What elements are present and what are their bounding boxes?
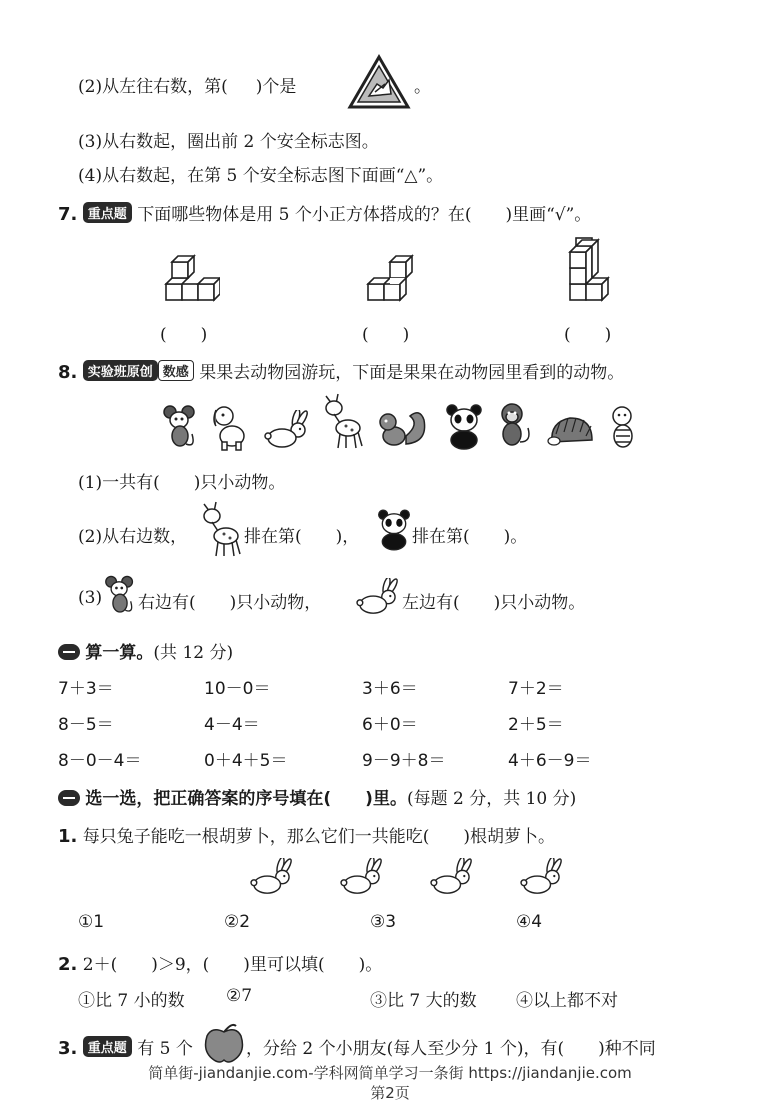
q8-sense-tag: 数感: [158, 360, 194, 381]
q6-line3: (3)从右数起，圈出前 2 个安全标志图。: [78, 132, 379, 152]
mouse-small-icon: [104, 574, 136, 618]
sec2-r3-c1: 8－0－4＝: [58, 751, 142, 771]
sec3-q1: [58, 822, 555, 847]
sec2-r3-c2: 0＋4＋5＝: [204, 751, 288, 771]
q6-line2-text-a: (2)从左往右数，第(: [78, 77, 228, 97]
sec3-q2-option-4[interactable]: ④以上都不对: [516, 991, 618, 1011]
sec3-q1-text: 每只兔子能吃一根胡萝卜，那么它们一共能吃( )根胡萝卜。: [82, 827, 556, 847]
dog-icon: [210, 404, 250, 452]
q8-sub3-c: 左边有( )只小动物。: [402, 593, 586, 613]
sec3-q3-text-b: ，分给 2 个小朋友(每人至少分 1 个)，有( )种不同: [246, 1039, 656, 1059]
rabbit-option-icon-3: [428, 858, 474, 896]
q6-line4: (4)从右数起，在第 5 个安全标志图下面画“△”。: [78, 166, 444, 186]
sec3-q2: [58, 950, 382, 975]
sec2-score: (共 12 分): [153, 643, 234, 663]
apple-icon: [202, 1020, 246, 1064]
rabbit-icon: [262, 410, 310, 450]
mouse-icon: [162, 404, 198, 452]
tiger-icon: [606, 404, 640, 450]
q7-number: 7.: [58, 204, 78, 225]
sec3-q1-option-2[interactable]: ②2: [224, 912, 251, 932]
sec2-r2-c2: 4－4＝: [204, 715, 260, 735]
rabbit-option-icon-2: [338, 858, 384, 896]
sec2-r1-c3: 3＋6＝: [362, 679, 418, 699]
cube-figure-1: [160, 250, 220, 310]
cube-figure-3: [564, 232, 628, 310]
sec3-q3-key-tag: 重点题: [83, 1036, 132, 1057]
sec2-r1-c2: 10－0＝: [204, 679, 271, 699]
q8-header: [58, 358, 624, 383]
sec3-q2-number: 2.: [58, 954, 78, 975]
q8-text: 果果去动物园游玩，下面是果果在动物园里看到的动物。: [199, 363, 625, 383]
squirrel-icon: [376, 406, 428, 450]
sec2-r3-c4: 4＋6－9＝: [508, 751, 592, 771]
q6-line2-end: 。: [414, 77, 431, 97]
sec3-score: (每题 2 分，共 10 分): [406, 789, 577, 809]
q6-line2-text-b: )个是: [255, 77, 297, 97]
sec3-q1-number: 1.: [58, 826, 78, 847]
sec2-title: 算一算。: [85, 643, 154, 663]
q8-sub2-a: (2)从右边数，: [78, 527, 188, 547]
sec3-header: [58, 784, 576, 809]
q8-number: 8.: [58, 362, 78, 383]
footer-source: 简单街-jiandanjie.com-学科网简单学习一条街 https://jiandanjie.com: [148, 1064, 632, 1082]
sec3-q2-text: 2＋( )＞9，( )里可以填( )。: [82, 955, 383, 975]
panda-icon: [444, 404, 484, 450]
q8-original-tag: 实验班原创: [83, 360, 158, 381]
panda-small-icon: [376, 508, 412, 552]
hedgehog-icon: [546, 414, 596, 448]
rabbit-option-icon-1: [248, 858, 294, 896]
sec3-q2-option-3[interactable]: ③比 7 大的数: [370, 991, 477, 1011]
q7-paren-2[interactable]: ( ): [362, 325, 410, 345]
sec3-q1-option-3[interactable]: ③3: [370, 912, 397, 932]
sec2-r2-c4: 2＋5＝: [508, 715, 564, 735]
sec3-q3-number: 3.: [58, 1038, 78, 1059]
sec2-header: [58, 638, 233, 663]
sec2-r3-c3: 9－9＋8＝: [362, 751, 446, 771]
sec3-q1-option-4[interactable]: ④4: [516, 912, 543, 932]
monkey-icon: [494, 402, 534, 450]
page-number: 第2页: [370, 1084, 410, 1102]
sec3-q2-option-2[interactable]: ②7: [226, 986, 253, 1006]
sec3-q1-option-1[interactable]: ①1: [78, 912, 105, 932]
sec2-r2-c1: 8－5＝: [58, 715, 114, 735]
sec2-r2-c3: 6＋0＝: [362, 715, 418, 735]
deer-icon: [320, 392, 366, 452]
section-3-icon: [58, 790, 80, 806]
q8-sub3-a: (3): [78, 588, 103, 608]
section-2-icon: [58, 644, 80, 660]
q8-sub3-b: 右边有( )只小动物，: [138, 593, 322, 613]
q6-line2: [78, 72, 296, 97]
q8-sub1: (1)一共有( )只小动物。: [78, 473, 286, 493]
q7-paren-1[interactable]: ( ): [160, 325, 208, 345]
sec3-q3: [58, 1034, 193, 1059]
rabbit-small-icon: [354, 578, 400, 616]
sec2-r1-c1: 7＋3＝: [58, 679, 114, 699]
cube-figure-2: [362, 250, 422, 310]
q7-paren-3[interactable]: ( ): [564, 325, 612, 345]
rabbit-option-icon-4: [518, 858, 564, 896]
q8-sub2-b: 排在第( )，: [244, 527, 360, 547]
deer-small-icon: [198, 500, 244, 560]
q7-text: 下面哪些物体是用 5 个小正方体搭成的？在( )里画“√”。: [137, 205, 592, 225]
warning-sign-icon: [347, 54, 411, 110]
q8-sub2-c: 排在第( )。: [412, 527, 528, 547]
sec3-q3-text-a: 有 5 个: [137, 1039, 193, 1059]
q7-header: [58, 200, 591, 225]
q7-key-tag: 重点题: [83, 202, 132, 223]
sec3-title: 选一选，把正确答案的序号填在( )里。: [85, 789, 407, 809]
sec3-q2-option-1[interactable]: ①比 7 小的数: [78, 991, 185, 1011]
sec2-r1-c4: 7＋2＝: [508, 679, 564, 699]
